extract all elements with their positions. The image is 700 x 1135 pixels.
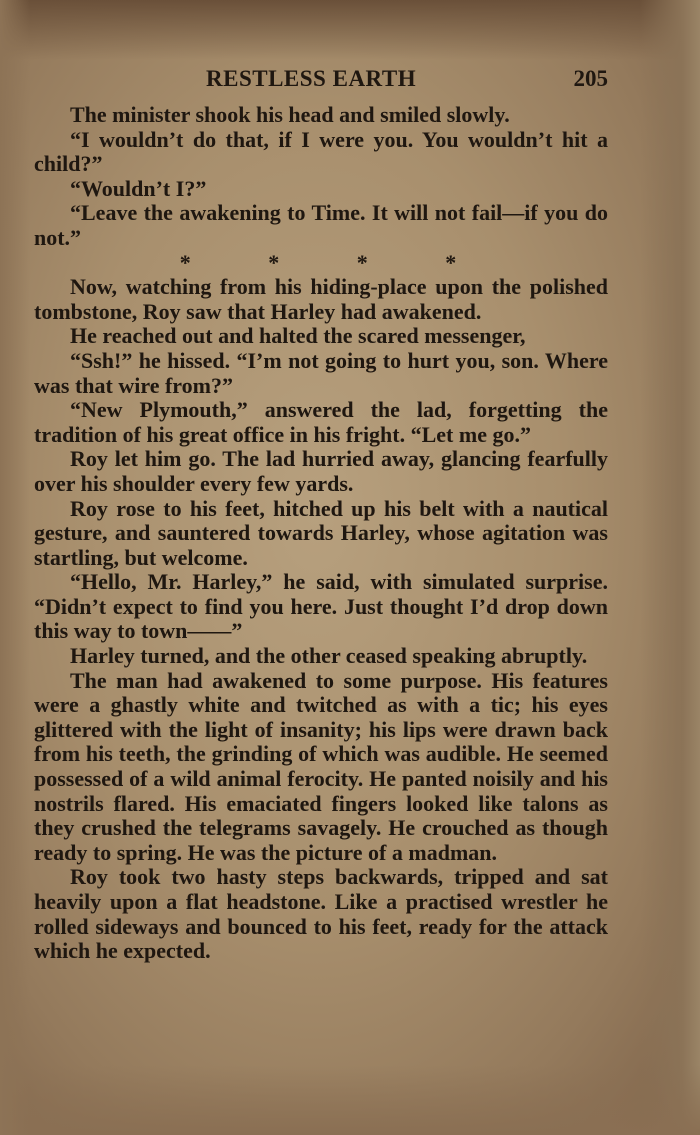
page-edge-shadow-right [640,0,700,1135]
page-number: 205 [573,66,608,91]
paragraph: “New Plymouth,” answered the lad, forgetting the tradition of his great office in his fright. “Let me go.” [34,397,608,447]
scene-break: * * * * [179,249,463,275]
paragraph: The minister shook his head and smiled slowly. [70,102,510,127]
paragraph: “Hello, Mr. Harley,” he said, with simulated surprise. “Didn’t expect to find you here. Just thought I’d drop down this way to town——” [34,569,608,644]
page-edge-shadow-left [0,0,30,1135]
paragraph: “I wouldn’t do that, if I were you. You wouldn’t hit a child?” [34,126,608,177]
paragraph: The man had awakened to some purpose. His features were a ghastly white and twitched as with a tic; his eyes glittered with the light of insanity; his lips were drawn back from his teeth, the grinding of which was audible. He seemed possessed of a wild animal ferocity. He panted noisily and his nostrils flared. His emaciated fingers looked like talons as they crushed the telegrams savagely. He crouched as though ready to spring. He was the picture of a madman. [34,667,608,865]
paragraph: Now, watching from his hiding-place upon the polished tombstone, Roy saw that Harley had awakened. [34,274,608,324]
paragraph: “Ssh!” he hissed. “I’m not going to hurt you, son. Where was that wire from?” [34,347,608,398]
paragraph: He reached out and halted the scared messenger, [70,323,526,349]
paragraph: “Wouldn’t I?” [70,175,207,201]
page-header [34,66,608,100]
body-text [34,103,608,964]
paragraph: “Leave the awakening to Time. It will not fail—if you do not.” [34,200,608,250]
paragraph: Harley turned, and the other ceased speaking abruptly. [70,643,588,669]
paragraph: Roy rose to his feet, hitched up his belt with a nautical gesture, and sauntered towards Harley, whose agitation was startling, but welcome. [34,495,608,570]
page-edge-shadow-top [0,0,700,60]
paragraph: Roy let him go. The lad hurried away, glancing fearfully over his shoulder every few yards. [34,446,608,496]
paragraph: Roy took two hasty steps backwards, tripped and sat heavily upon a flat headstone. Like a practised wrestler he rolled sideways and bounced to his feet, ready for the attack which he expected. [34,864,608,964]
page-edge-shadow-bottom [0,1065,700,1135]
running-head: RESTLESS EARTH [206,66,417,91]
